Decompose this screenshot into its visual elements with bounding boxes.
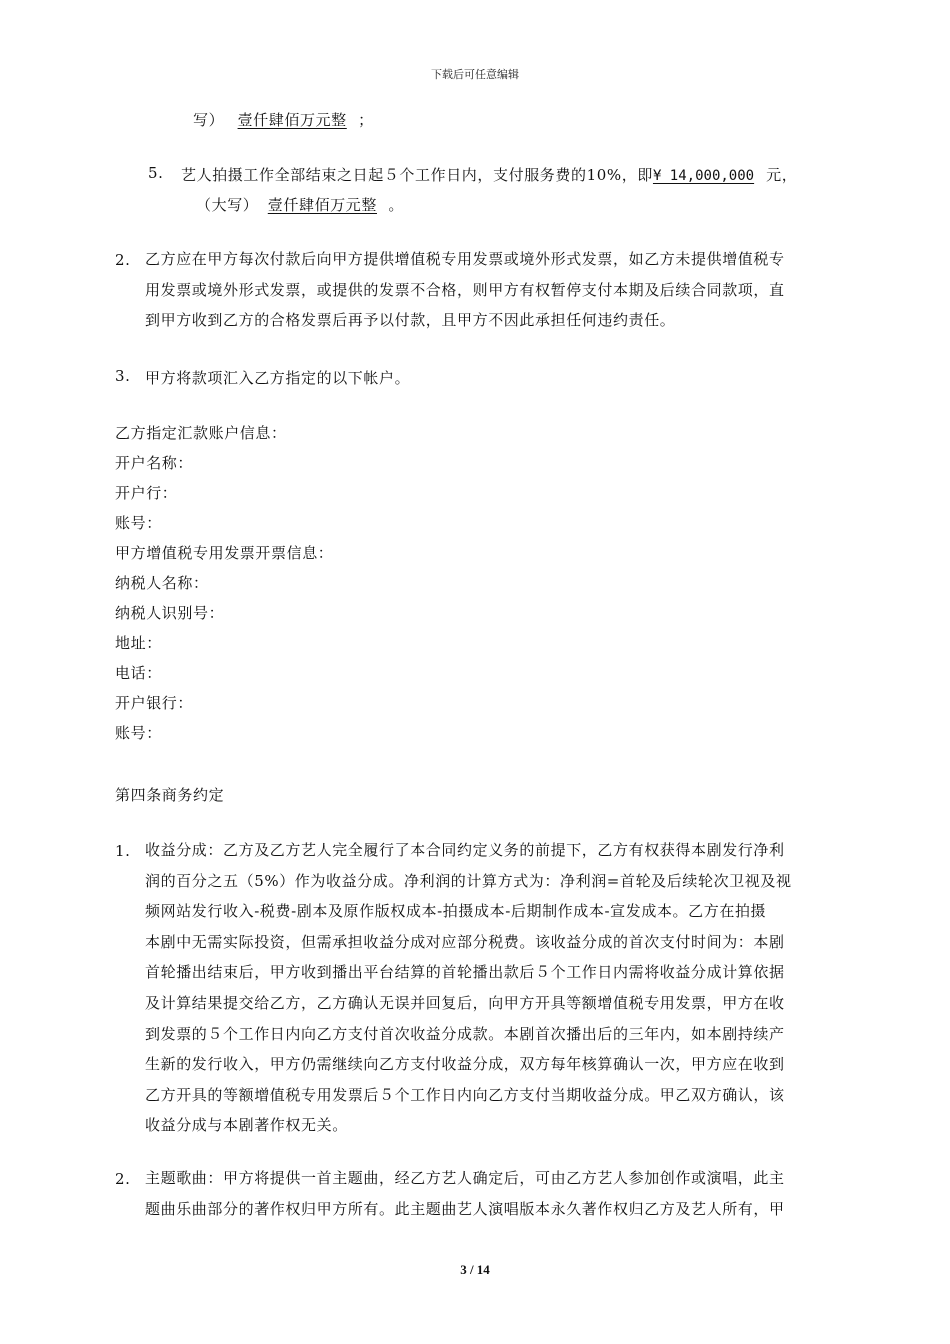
- item5-number: 5.: [148, 164, 164, 182]
- clause2-line: 题曲乐曲部分的著作权归甲方所有。此主题曲艺人演唱版本永久著作权归乙方及艺人所有，甲: [145, 1199, 785, 1218]
- clause2: [145, 1163, 840, 1224]
- item5-amount: ¥ 14,000,000: [652, 168, 755, 184]
- item5-amount-words: 壹仟肆佰万元整: [267, 196, 377, 214]
- clause1-line: 本剧中无需实际投资，但需承担收益分成对应部分税费。该收益分成的首次支付时间为：本剧: [145, 932, 785, 951]
- clause1-line: 生新的发行收入，甲方仍需继续向乙方支付收益分成，双方每年核算确认一次，甲方应在收到: [145, 1055, 785, 1074]
- item5-end: 。: [388, 196, 404, 214]
- item5-words-prefix: （大写）: [196, 196, 259, 214]
- clause1-line: 到发票的５个工作日内向乙方支付首次收益分成款。本剧首次播出后的三年内，如本剧持续产: [145, 1024, 785, 1043]
- para2-line: 到甲方收到乙方的合格发票后再予以付款，且甲方不因此承担任何违约责任。: [145, 311, 676, 330]
- taxpayer-name-label: 纳税人名称：: [115, 574, 209, 592]
- page-number: 3 / 14: [460, 1262, 490, 1277]
- clause1-line: 频网站发行收入-税费-剧本及原作版权成本-拍摄成本-后期制作成本-宣发成本。乙方在拍摄: [145, 902, 767, 921]
- item5-line1: [181, 164, 797, 185]
- clause1-line: 首轮播出结束后，甲方收到播出平台结算的首轮播出款后５个工作日内需将收益分成计算依据: [145, 963, 785, 982]
- bank-name-label: 开户银行：: [115, 694, 194, 712]
- para2-line: 乙方应在甲方每次付款后向甲方提供增值税专用发票或境外形式发票，如乙方未提供增值税专: [145, 250, 785, 268]
- item5-text: 艺人拍摄工作全部结束之日起５个工作日内，支付服务费的10%，即: [181, 166, 653, 184]
- item4-tail: [193, 109, 374, 130]
- clause1-line: 润的百分之五（5%）作为收益分成。净利润的计算方式为：净利润=首轮及后续轮次卫视及视: [145, 871, 792, 890]
- taxpayer-id-label: 纳税人识别号：: [115, 604, 225, 622]
- item5-line2: [196, 194, 404, 215]
- clause1-line: 收益分成：乙方及乙方艺人完全履行了本合同约定义务的前提下，乙方有权获得本剧发行净利: [145, 841, 785, 859]
- clause2-number: 2.: [115, 1170, 131, 1188]
- clause1-line: 乙方开具的等额增值税专用发票后５个工作日内向乙方支付当期收益分成。甲乙双方确认，该: [145, 1085, 785, 1104]
- item4-suffix: ；: [358, 111, 374, 129]
- invoice-info-heading: 甲方增值税专用发票开票信息：: [115, 544, 334, 562]
- item4-prefix: 写）: [193, 111, 225, 129]
- item4-amount-words: 壹仟肆佰万元整: [237, 111, 347, 129]
- page-header: 下载后可任意编辑: [431, 68, 519, 81]
- account-info-heading: 乙方指定汇款账户信息：: [115, 424, 287, 442]
- para2-line: 用发票或境外形式发票，或提供的发票不合格，则甲方有权暂停支付本期及后续合同款项，直: [145, 280, 785, 299]
- clause1-line: 及计算结果提交给乙方，乙方确认无误并回复后，向甲方开具等额增值税专用发票，甲方在收: [145, 993, 785, 1012]
- section-title: 第四条商务约定: [115, 786, 225, 804]
- clause1-line: 收益分成与本剧著作权无关。: [145, 1116, 348, 1135]
- para3-number: 3.: [115, 367, 131, 385]
- para2-number: 2.: [115, 251, 131, 269]
- account-name-label: 开户名称：: [115, 454, 194, 472]
- clause1-number: 1.: [115, 842, 131, 860]
- para2: [145, 244, 840, 336]
- para3-text: 甲方将款项汇入乙方指定的以下帐户。: [145, 369, 411, 387]
- item5-unit: 元，: [766, 166, 798, 184]
- clause1: [145, 835, 840, 1141]
- address-label: 地址：: [115, 634, 162, 652]
- bank-label: 开户行：: [115, 484, 178, 502]
- phone-label: 电话：: [115, 664, 162, 682]
- invoice-account-number-label: 账号：: [115, 724, 162, 742]
- account-number-label: 账号：: [115, 514, 162, 532]
- clause2-line: 主题歌曲：甲方将提供一首主题曲，经乙方艺人确定后，可由乙方艺人参加创作或演唱，此主: [145, 1169, 785, 1187]
